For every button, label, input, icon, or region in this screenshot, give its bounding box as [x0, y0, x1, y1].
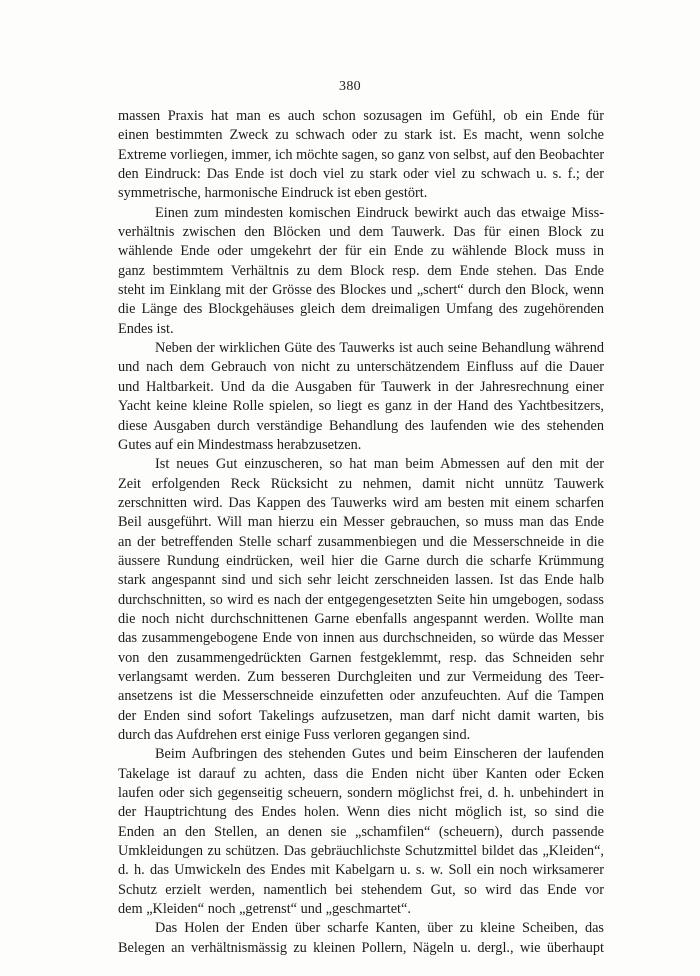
- text-line: der Enden sind sofort Takelings aufzusetzen, man darf nicht damit warten, bis: [118, 707, 604, 724]
- text-line: stark angespannt sind und sich sehr leicht zerschneiden lassen. Ist das Ende halb: [118, 572, 604, 589]
- paragraph: [118, 339, 604, 455]
- text-line: von den zusammengedrückten Garnen festgeklemmt, resp. das Schneiden sehr: [118, 649, 604, 666]
- text-line: Beil ausgeführt. Will man hierzu ein Messer gebrauchen, so muss man das Ende: [118, 514, 604, 531]
- text-line: verlangsamt werden. Zum besseren Durchgleiten und zur Vermeidung des Teer-: [118, 668, 604, 685]
- text-line: durchschnitten, so wird es nach der entgegengesetzten Seite hin umgebogen, sodass: [118, 591, 604, 608]
- paragraph: [118, 107, 604, 204]
- text-line: Takelage ist darauf zu achten, dass die Enden nicht über Kanten oder Ecken: [118, 765, 604, 782]
- text-line: Umkleidungen zu schützen. Das gebräuchlichste Schutzmittel bildet das „Kleiden“,: [118, 843, 604, 860]
- text-line: Einen zum mindesten komischen Eindruck bewirkt auch das etwaige Miss-: [155, 204, 604, 221]
- text-line: durch das Aufdrehen erst einige Fuss verloren gegangen sind.: [118, 727, 471, 743]
- text-line: ganz bestimmtem Verhältnis zu dem Block resp. dem Ende stehen. Das Ende: [118, 262, 604, 279]
- text-line: Yacht keine kleine Rolle spielen, so liegt es ganz in der Hand des Yachtbesitzers,: [118, 398, 604, 415]
- body-text: [118, 107, 604, 958]
- text-line: Enden an den Stellen, an denen sie „schamfilen“ (scheuern), durch passende: [118, 823, 604, 840]
- text-line: der Hauptrichtung des Endes holen. Wenn dies nicht möglich ist, so sind die: [118, 804, 604, 821]
- text-line: Endes ist.: [118, 320, 174, 337]
- text-line: verhältnis zwischen den Blöcken und dem Tauwerk. Das für einen Block zu: [118, 224, 604, 241]
- text-line: Ist neues Gut einzuscheren, so hat man beim Abmessen auf den mit der: [155, 456, 604, 473]
- text-line: äussere Rundung eindrücken, weil hier die Garne durch die scharfe Krümmung: [118, 552, 604, 569]
- text-line: Gutes auf ein Mindestmass herabzusetzen.: [118, 436, 362, 453]
- paragraph: [118, 204, 604, 339]
- text-line: Zeit erfolgenden Reck Rücksicht zu nehmen, damit nicht unnütz Tauwerk: [118, 475, 604, 492]
- paragraph: [118, 919, 604, 958]
- text-line: d. h. das Umwickeln des Endes mit Kabelgarn u. s. w. Soll ein noch wirksamerer: [118, 862, 604, 879]
- text-line: zerschnitten wird. Das Kappen des Tauwerks wird am besten mit einem scharfen: [118, 494, 604, 511]
- text-line: Neben der wirklichen Güte des Tauwerks ist auch seine Behandlung während: [155, 340, 604, 357]
- text-line: wählende Ende oder umgekehrt der für ein Ende zu wählende Block muss in: [118, 243, 604, 260]
- text-line: Beim Aufbringen des stehenden Gutes und beim Einscheren der laufenden: [155, 746, 604, 763]
- text-line: und nach dem Gebrauch von nicht zu unterschätzendem Einfluss auf die Dauer: [118, 359, 604, 376]
- text-line: und Haltbarkeit. Und da die Ausgaben für Tauwerk in der Jahresrechnung einer: [118, 378, 604, 395]
- page-number: 380: [339, 79, 361, 94]
- text-line: massen Praxis hat man es auch schon sozusagen im Gefühl, ob ein Ende für: [118, 108, 604, 124]
- text-line: Extreme vorliegen, immer, ich möchte sagen, so ganz von selbst, auf den Beobachter: [118, 146, 604, 163]
- text-line: Schutz erzielt werden, namentlich bei stehendem Gut, so wird das Ende vor: [118, 881, 604, 898]
- text-line: einen bestimmten Zweck zu schwach oder zu stark ist. Es macht, wenn solche: [118, 127, 604, 144]
- text-line: dem „Kleiden“ noch „getrenst“ und „geschmartet“.: [118, 901, 411, 918]
- text-line: Belegen an verhältnismässig zu kleinen Pollern, Nägeln u. dergl., wie überhaupt: [118, 939, 604, 956]
- text-line: das zusammengebogene Ende von innen aus durchschneiden, so würde das Messer: [118, 630, 604, 647]
- paragraph: [118, 455, 604, 745]
- text-line: an der betreffenden Stelle scharf zusammenbiegen und die Messerschneide in die: [118, 533, 604, 550]
- text-line: die Länge des Blockgehäuses gleich dem dreimaligen Umfang des zugehörenden: [118, 301, 604, 318]
- text-line: steht im Einklang mit der Grösse des Blockes und „schert“ durch den Block, wenn: [118, 282, 604, 299]
- text-line: den Eindruck: Das Ende ist doch viel zu stark oder viel zu schwach u. s. f.; der: [118, 166, 604, 183]
- text-line: diese Ausgaben durch verständige Behandlung des laufenden wie des stehenden: [118, 417, 604, 434]
- text-line: ansetzens ist die Messerschneide einzufetten oder anzufeuchten. Auf die Tampen: [118, 688, 604, 705]
- text-line: Das Holen der Enden über scharfe Kanten, über zu kleine Scheiben, das: [155, 920, 604, 937]
- text-line: laufen oder sich gegenseitig scheuern, sondern möglichst frei, d. h. unbehindert in: [118, 785, 604, 802]
- text-line: symmetrische, harmonische Eindruck ist eben gestört.: [118, 185, 428, 202]
- paragraph: [118, 745, 604, 919]
- text-line: die noch nicht durchschnittenen Garne ebenfalls angespannt werden. Wollte man: [118, 610, 604, 627]
